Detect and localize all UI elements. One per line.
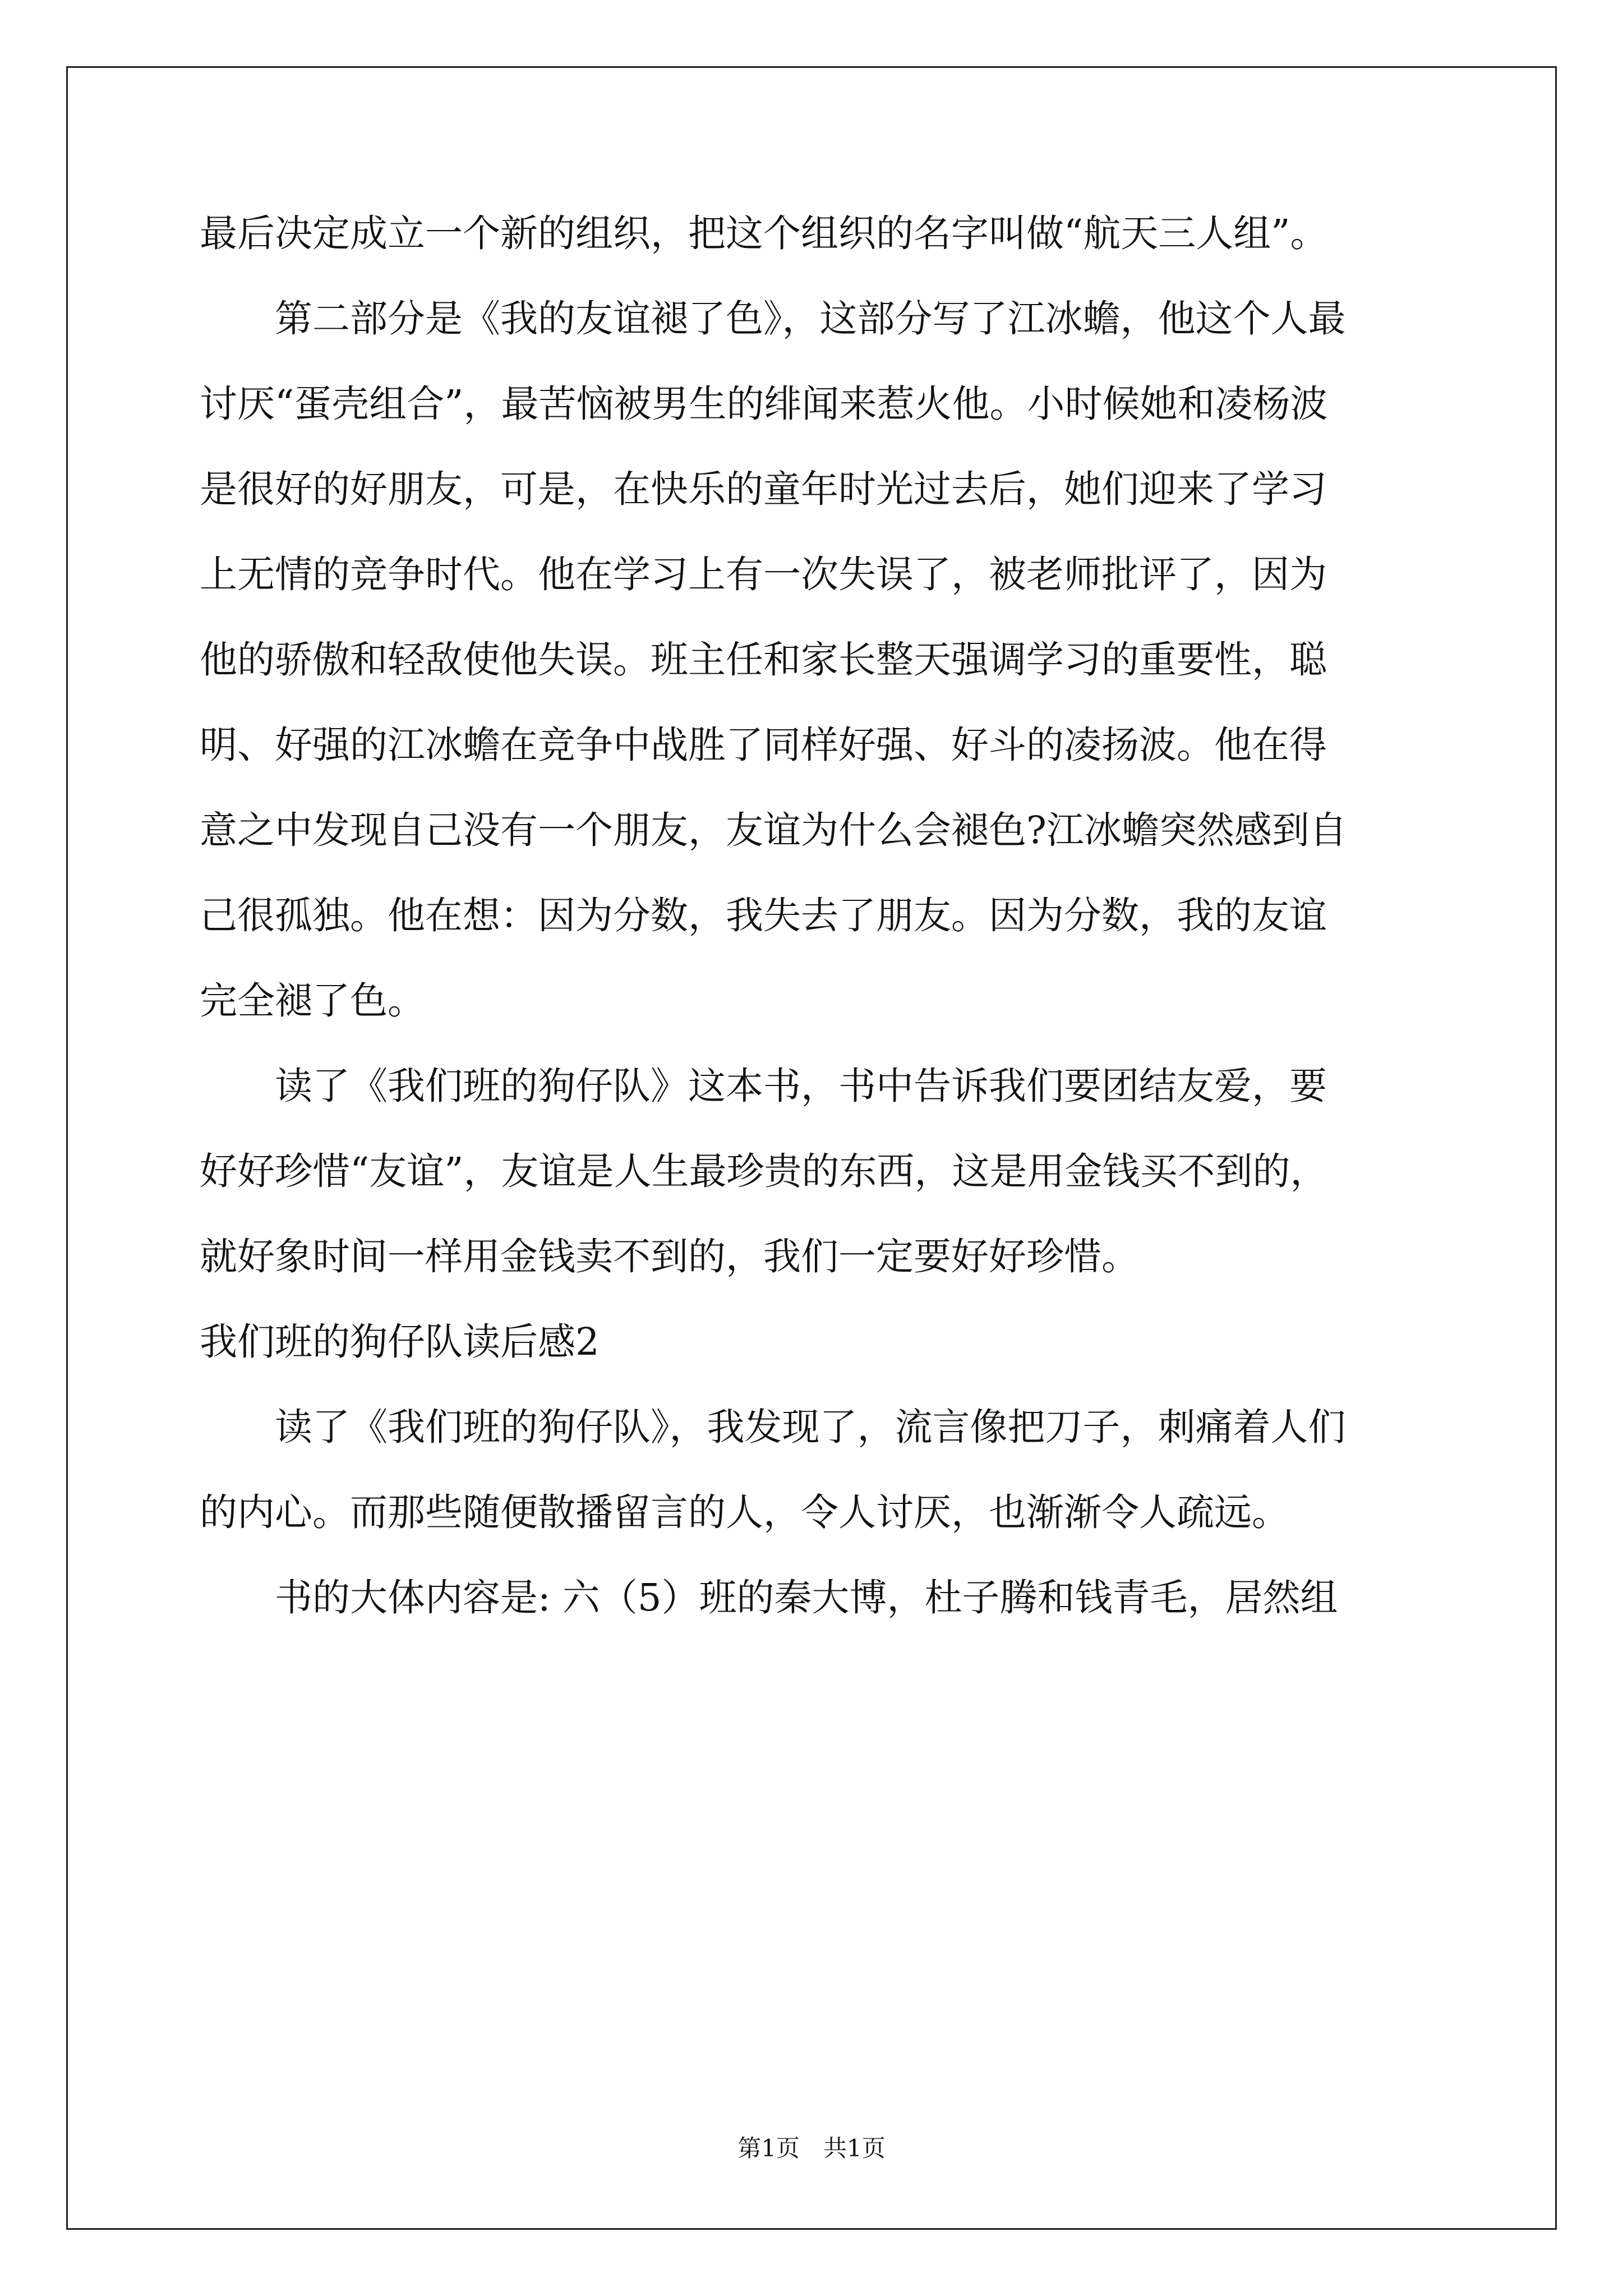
text-line: 就好象时间一样用金钱卖不到的，我们一定要好好珍惜。 — [200, 1235, 1139, 1278]
text-line: 己很孤独。他在想：因为分数，我失去了朋友。因为分数，我的友谊 — [200, 894, 1327, 937]
document-body — [200, 191, 1433, 1640]
section-heading: 我们班的狗仔队读后感2 — [200, 1320, 600, 1364]
text-line: 讨厌“蛋壳组合”，最苦恼被男生的绯闻来惹火他。小时候她和凌杨波 — [200, 382, 1328, 426]
text-line: 的内心。而那些随便散播留言的人，令人讨厌，也渐渐令人疏远。 — [200, 1490, 1289, 1534]
text-line: 是很好的好朋友，可是，在快乐的童年时光过去后，她们迎来了学习 — [200, 467, 1327, 511]
text-line: 意之中发现自己没有一个朋友，友谊为什么会褪色?江冰蟾突然感到自 — [200, 808, 1347, 852]
text-line: 第二部分是《我的友谊褪了色》，这部分写了江冰蟾，他这个人最 — [200, 297, 1346, 341]
text-line: 好好珍惜“友谊”，友谊是人生最珍贵的东西，这是用金钱买不到的， — [200, 1149, 1328, 1193]
text-line: 最后决定成立一个新的组织，把这个组织的名字叫做“航天三人组”。 — [200, 211, 1328, 255]
text-line: 完全褪了色。 — [200, 979, 425, 1023]
text-line: 上无情的竞争时代。他在学习上有一次失误了，被老师批评了，因为 — [200, 553, 1327, 596]
text-line: 明、好强的江冰蟾在竞争中战胜了同样好强、好斗的凌扬波。他在得 — [200, 723, 1327, 767]
text-line: 读了《我们班的狗仔队》，我发现了，流言像把刀子，刺痛着人们 — [200, 1405, 1346, 1449]
text-line: 读了《我们班的狗仔队》这本书，书中告诉我们要团结友爱，要 — [200, 1064, 1327, 1108]
text-line: 他的骄傲和轻敌使他失误。班主任和家长整天强调学习的重要性，聪 — [200, 638, 1327, 682]
page-footer: 第1页 共1页 — [737, 2134, 886, 2162]
text-line: 书的大体内容是: 六（5）班的秦大博，杜子腾和钱青毛，居然组 — [200, 1576, 1338, 1619]
